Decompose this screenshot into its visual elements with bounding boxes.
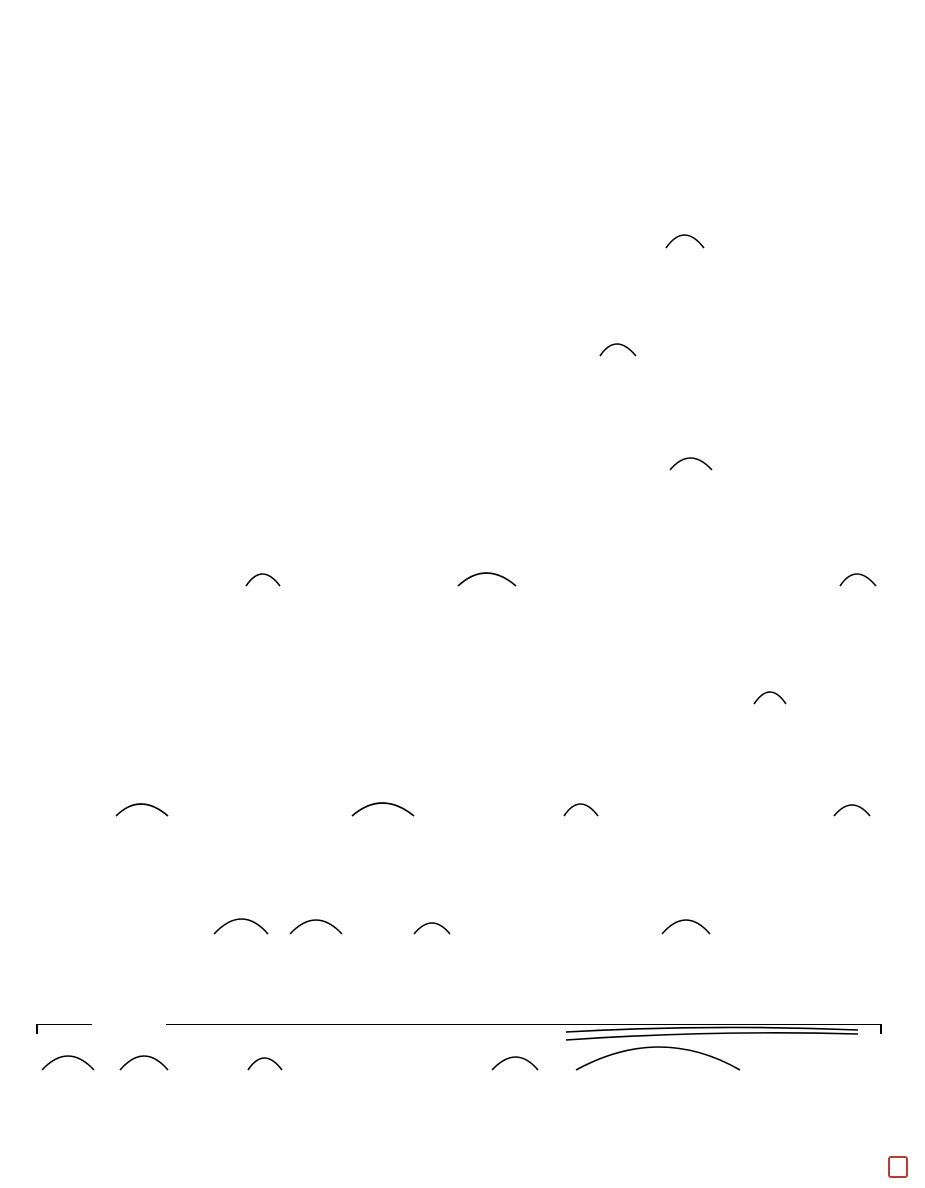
coda-bracket bbox=[36, 1022, 882, 1034]
watermark-logo bbox=[888, 1156, 911, 1180]
logo-icon bbox=[888, 1156, 908, 1178]
